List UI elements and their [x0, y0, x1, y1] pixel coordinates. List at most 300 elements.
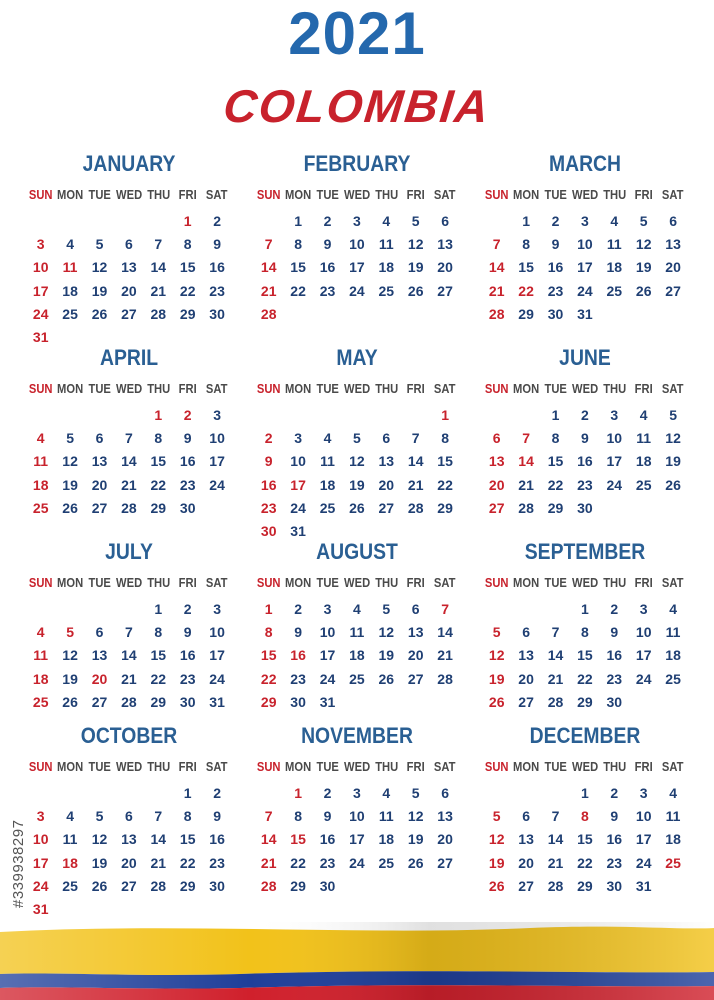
weekday-header [26, 758, 232, 776]
day-cell: 8 [294, 236, 302, 253]
weekday-fri: FRI [634, 381, 653, 396]
day-cell: 6 [411, 601, 420, 617]
day-cell: 11 [665, 808, 681, 825]
weekday-header [482, 758, 688, 776]
weekday-thu: THU [146, 759, 170, 774]
day-cell: 27 [518, 693, 534, 710]
weekday-tue: TUE [316, 759, 339, 774]
day-cell: 3 [36, 808, 45, 825]
day-cell: 24 [209, 476, 225, 493]
day-cell: 3 [639, 785, 648, 801]
day-cell: 28 [121, 693, 137, 710]
day-cell: 29 [179, 877, 196, 894]
day-cell: 20 [437, 259, 453, 276]
day-cell: 4 [669, 785, 677, 801]
day-cell: 28 [407, 499, 424, 516]
weekday-fri: FRI [406, 187, 425, 202]
weekday-sun: SUN [256, 187, 281, 202]
weekday-fri: FRI [634, 759, 653, 774]
day-cell: 4 [382, 785, 391, 801]
country-title: COLOMBIA [221, 80, 493, 132]
day-cell: 18 [378, 259, 395, 276]
day-cell: 25 [319, 499, 336, 516]
day-cell: 27 [121, 877, 137, 894]
weekday-tue: TUE [544, 575, 567, 590]
day-cell: 8 [580, 808, 589, 825]
weekday-tue: TUE [544, 759, 567, 774]
weekday-header [26, 380, 232, 398]
day-cell: 1 [154, 601, 163, 617]
day-cell: 4 [669, 601, 677, 617]
day-cell: 22 [577, 670, 593, 687]
day-cell: 9 [183, 624, 192, 641]
weekday-sun: SUN [256, 575, 281, 590]
day-cell: 2 [580, 407, 589, 423]
day-cell: 31 [32, 901, 49, 917]
day-cell: 17 [577, 259, 593, 276]
day-cell: 12 [378, 624, 395, 641]
day-cell: 17 [635, 647, 652, 664]
day-cell: 16 [179, 453, 196, 470]
day-cell: 2 [323, 213, 332, 229]
day-cell: 26 [635, 282, 652, 299]
day-cell: 14 [121, 647, 137, 664]
day-cell: 5 [669, 407, 677, 423]
month-name: MARCH [548, 151, 622, 176]
day-cell: 1 [551, 407, 560, 423]
day-cell: 25 [635, 476, 652, 493]
day-cell: 30 [260, 523, 277, 539]
weekday-sun: SUN [256, 381, 281, 396]
weekday-sat: SAT [206, 759, 228, 774]
day-cell: 3 [213, 601, 221, 617]
day-cell: 24 [290, 499, 306, 516]
weekday-thu: THU [146, 381, 170, 396]
weekday-fri: FRI [634, 575, 653, 590]
day-cell: 22 [290, 854, 306, 871]
day-cell: 10 [319, 624, 336, 641]
day-cell: 5 [382, 601, 391, 617]
weekday-mon: MON [285, 759, 312, 774]
day-cell: 10 [209, 430, 225, 447]
weekday-sat: SAT [662, 381, 684, 396]
day-cell: 19 [488, 854, 505, 871]
day-cell: 23 [209, 282, 225, 299]
day-cell: 15 [179, 259, 196, 276]
day-cell: 23 [577, 476, 593, 493]
day-cell: 17 [209, 453, 225, 470]
day-cell: 6 [441, 213, 449, 229]
stock-watermark [10, 760, 36, 910]
day-cell: 17 [349, 259, 365, 276]
day-cell: 25 [62, 305, 78, 322]
day-cell: 21 [260, 282, 277, 299]
weekday-mon: MON [513, 759, 540, 774]
day-cell: 24 [349, 854, 365, 871]
day-cell: 18 [349, 647, 365, 664]
day-cell: 13 [518, 647, 534, 664]
weekday-mon: MON [513, 187, 540, 202]
day-cell: 15 [150, 647, 167, 664]
weekday-thu: THU [602, 187, 626, 202]
day-cell: 15 [437, 453, 453, 470]
day-cell: 27 [91, 499, 108, 516]
day-cell: 11 [62, 259, 78, 276]
day-cell: 9 [323, 236, 332, 253]
day-cell: 31 [209, 693, 225, 710]
day-cell: 24 [635, 670, 652, 687]
month-name: NOVEMBER [301, 723, 413, 748]
weekday-sun: SUN [28, 575, 53, 590]
weekday-thu: THU [602, 759, 626, 774]
weekday-tue: TUE [88, 381, 111, 396]
day-cell: 25 [665, 670, 681, 687]
day-cell: 24 [606, 476, 623, 493]
day-cell: 2 [610, 601, 619, 617]
weekday-thu: THU [374, 381, 398, 396]
day-cell: 10 [32, 259, 49, 276]
day-cell: 2 [294, 601, 302, 617]
weekday-tue: TUE [88, 575, 111, 590]
weekday-tue: TUE [316, 187, 339, 202]
day-cell: 11 [62, 831, 78, 848]
day-cell: 28 [518, 499, 534, 516]
day-cell: 17 [606, 453, 623, 470]
day-cell: 10 [32, 831, 49, 848]
day-cell: 30 [547, 305, 564, 322]
day-cell: 19 [378, 647, 395, 664]
day-cell: 2 [323, 785, 332, 801]
day-cell: 22 [150, 476, 167, 493]
day-cell: 3 [352, 785, 361, 801]
day-cell: 23 [319, 854, 336, 871]
weekday-wed: WED [116, 187, 143, 202]
day-cell: 5 [95, 236, 104, 253]
day-cell: 20 [378, 476, 395, 493]
day-cell: 15 [577, 831, 593, 848]
weekday-mon: MON [513, 381, 540, 396]
month-name: OCTOBER [80, 723, 178, 748]
day-cell: 22 [260, 670, 277, 687]
month-name: JANUARY [82, 151, 176, 176]
day-cell: 2 [610, 785, 619, 801]
weekday-wed: WED [116, 575, 143, 590]
day-cell: 10 [635, 808, 652, 825]
day-cell: 7 [411, 430, 420, 447]
day-cell: 31 [32, 329, 49, 345]
day-cell: 5 [639, 213, 648, 229]
day-cell: 7 [522, 430, 530, 447]
weekday-tue: TUE [88, 759, 111, 774]
day-cell: 13 [407, 624, 424, 641]
weekday-wed: WED [572, 575, 599, 590]
day-cell: 13 [437, 808, 453, 825]
day-cell: 29 [437, 499, 453, 516]
day-cell: 27 [437, 854, 453, 871]
weekday-sun: SUN [28, 381, 53, 396]
day-cell: 6 [441, 785, 449, 801]
day-cell: 20 [91, 670, 108, 687]
day-cell: 23 [260, 499, 277, 516]
day-cell: 11 [349, 624, 365, 641]
calendar-year: 2021 [288, 0, 426, 67]
day-cell: 29 [260, 693, 277, 710]
day-cell: 4 [36, 430, 45, 447]
day-cell: 7 [492, 236, 501, 253]
day-cell: 13 [488, 453, 505, 470]
day-cell: 14 [518, 453, 534, 470]
day-cell: 19 [91, 854, 108, 871]
day-cell: 2 [551, 213, 560, 229]
weekday-mon: MON [285, 187, 312, 202]
day-cell: 5 [411, 213, 420, 229]
day-cell: 12 [407, 236, 424, 253]
day-cell: 1 [264, 601, 273, 617]
day-cell: 24 [635, 854, 652, 871]
day-cell: 8 [441, 430, 449, 447]
day-cell: 24 [319, 670, 336, 687]
weekday-wed: WED [344, 187, 371, 202]
day-cell: 31 [577, 305, 593, 322]
day-cell: 21 [121, 476, 137, 493]
day-cell: 12 [62, 453, 78, 470]
day-cell: 4 [639, 407, 648, 423]
day-cell: 12 [349, 453, 365, 470]
day-cell: 23 [179, 476, 196, 493]
day-cell: 15 [260, 647, 277, 664]
weekday-sun: SUN [484, 381, 509, 396]
day-cell: 28 [150, 305, 167, 322]
weekday-header [26, 574, 232, 592]
day-cell: 19 [407, 259, 424, 276]
weekday-mon: MON [285, 381, 312, 396]
day-cell: 9 [183, 430, 192, 447]
weekday-sun: SUN [28, 187, 53, 202]
day-cell: 21 [121, 670, 137, 687]
weekday-fri: FRI [178, 381, 197, 396]
day-cell: 4 [66, 236, 74, 253]
day-cell: 18 [665, 647, 681, 664]
day-cell: 7 [441, 601, 449, 617]
day-cell: 26 [62, 693, 78, 710]
day-cell: 7 [264, 236, 273, 253]
day-cell: 7 [124, 624, 133, 641]
day-cell: 26 [488, 693, 505, 710]
day-cell: 17 [32, 854, 49, 871]
day-cell: 13 [91, 647, 108, 664]
day-cell: 9 [213, 236, 221, 253]
day-cell: 23 [606, 670, 623, 687]
weekday-wed: WED [116, 759, 143, 774]
day-cell: 6 [95, 624, 104, 641]
day-cell: 20 [91, 476, 108, 493]
day-cell: 13 [91, 453, 108, 470]
day-cell: 23 [319, 282, 336, 299]
weekday-sat: SAT [434, 187, 456, 202]
day-cell: 18 [62, 282, 78, 299]
day-cell: 16 [209, 831, 225, 848]
day-cell: 18 [635, 453, 652, 470]
day-cell: 2 [183, 407, 192, 423]
day-cell: 14 [437, 624, 453, 641]
day-cell: 22 [179, 854, 196, 871]
day-cell: 5 [66, 430, 74, 447]
day-cell: 29 [179, 305, 196, 322]
day-cell: 9 [213, 808, 221, 825]
day-cell: 12 [488, 831, 505, 848]
day-cell: 19 [349, 476, 365, 493]
day-cell: 28 [260, 305, 277, 322]
day-cell: 17 [209, 647, 225, 664]
day-cell: 26 [488, 877, 505, 894]
day-cell: 21 [488, 282, 505, 299]
day-cell: 8 [264, 624, 273, 641]
day-cell: 11 [33, 647, 49, 664]
day-cell: 10 [349, 808, 365, 825]
day-cell: 20 [121, 854, 137, 871]
day-cell: 21 [260, 854, 277, 871]
colombia-flag-ribbon [0, 922, 714, 1000]
day-cell: 6 [124, 808, 133, 825]
day-cell: 31 [290, 523, 306, 539]
day-cell: 25 [378, 854, 395, 871]
day-cell: 26 [62, 499, 78, 516]
day-cell: 9 [294, 624, 302, 641]
day-cell: 25 [32, 693, 49, 710]
day-cell: 22 [518, 282, 534, 299]
day-cell: 3 [294, 430, 302, 447]
day-cell: 1 [441, 407, 449, 423]
day-cell: 18 [378, 831, 395, 848]
weekday-fri: FRI [406, 759, 425, 774]
day-cell: 15 [547, 453, 564, 470]
day-cell: 23 [547, 282, 564, 299]
weekday-thu: THU [374, 759, 398, 774]
day-cell: 9 [551, 236, 560, 253]
day-cell: 28 [260, 877, 277, 894]
day-cell: 11 [378, 236, 394, 253]
day-cell: 8 [522, 236, 530, 253]
day-cell: 13 [121, 259, 137, 276]
day-cell: 11 [636, 430, 652, 447]
weekday-wed: WED [572, 759, 599, 774]
day-cell: 20 [518, 854, 534, 871]
day-cell: 22 [150, 670, 167, 687]
day-cell: 9 [610, 808, 619, 825]
day-cell: 13 [437, 236, 453, 253]
day-cell: 18 [62, 854, 78, 871]
day-cell: 30 [319, 877, 336, 894]
day-cell: 18 [319, 476, 336, 493]
day-cell: 26 [665, 476, 681, 493]
day-cell: 13 [518, 831, 534, 848]
weekday-tue: TUE [316, 575, 339, 590]
weekday-mon: MON [57, 759, 84, 774]
day-cell: 8 [183, 808, 192, 825]
day-cell: 10 [577, 236, 593, 253]
month-name: JULY [105, 539, 153, 564]
day-cell: 11 [320, 453, 335, 470]
weekday-sat: SAT [206, 187, 228, 202]
day-cell: 6 [382, 430, 391, 447]
month-name: AUGUST [316, 539, 398, 564]
day-cell: 27 [378, 499, 395, 516]
day-cell: 8 [183, 236, 192, 253]
day-cell: 23 [209, 854, 225, 871]
day-cell: 3 [352, 213, 361, 229]
weekday-fri: FRI [178, 187, 197, 202]
day-cell: 14 [260, 259, 277, 276]
day-cell: 10 [606, 430, 623, 447]
day-cell: 5 [95, 808, 104, 825]
weekday-sat: SAT [434, 575, 456, 590]
day-cell: 20 [121, 282, 137, 299]
weekday-wed: WED [116, 381, 143, 396]
day-cell: 25 [378, 282, 395, 299]
weekday-header [26, 186, 232, 204]
day-cell: 4 [323, 430, 332, 447]
day-cell: 26 [407, 854, 424, 871]
day-cell: 3 [610, 407, 619, 423]
day-cell: 12 [635, 236, 652, 253]
day-cell: 10 [635, 624, 652, 641]
day-cell: 22 [437, 476, 453, 493]
day-cell: 28 [488, 305, 505, 322]
day-cell: 19 [91, 282, 108, 299]
day-cell: 21 [150, 854, 167, 871]
day-cell: 24 [349, 282, 365, 299]
weekday-header [482, 574, 688, 592]
day-cell: 1 [183, 785, 192, 801]
day-cell: 16 [319, 259, 336, 276]
day-cell: 18 [32, 476, 49, 493]
weekday-tue: TUE [544, 381, 567, 396]
weekday-wed: WED [344, 575, 371, 590]
weekday-wed: WED [344, 381, 371, 396]
day-cell: 21 [407, 476, 424, 493]
day-cell: 19 [62, 476, 78, 493]
weekday-sun: SUN [256, 759, 281, 774]
day-cell: 20 [488, 476, 505, 493]
weekday-thu: THU [602, 381, 626, 396]
weekday-fri: FRI [634, 187, 653, 202]
day-cell: 28 [121, 499, 137, 516]
day-cell: 6 [95, 430, 104, 447]
day-cell: 30 [179, 499, 196, 516]
day-cell: 26 [91, 305, 108, 322]
weekday-fri: FRI [178, 575, 197, 590]
day-cell: 31 [319, 693, 336, 710]
day-cell: 19 [665, 453, 681, 470]
day-cell: 1 [294, 785, 302, 801]
day-cell: 19 [62, 670, 78, 687]
weekday-mon: MON [285, 575, 312, 590]
day-cell: 4 [352, 601, 361, 617]
day-cell: 12 [91, 831, 108, 848]
month-name: SEPTEMBER [524, 539, 646, 564]
weekday-wed: WED [572, 381, 599, 396]
day-cell: 6 [124, 236, 133, 253]
day-cell: 23 [290, 670, 306, 687]
day-cell: 16 [179, 647, 196, 664]
day-cell: 20 [665, 259, 681, 276]
day-cell: 9 [610, 624, 619, 641]
weekday-sun: SUN [484, 759, 509, 774]
day-cell: 26 [349, 499, 365, 516]
day-cell: 21 [437, 647, 453, 664]
day-cell: 14 [150, 259, 167, 276]
weekday-thu: THU [146, 575, 170, 590]
